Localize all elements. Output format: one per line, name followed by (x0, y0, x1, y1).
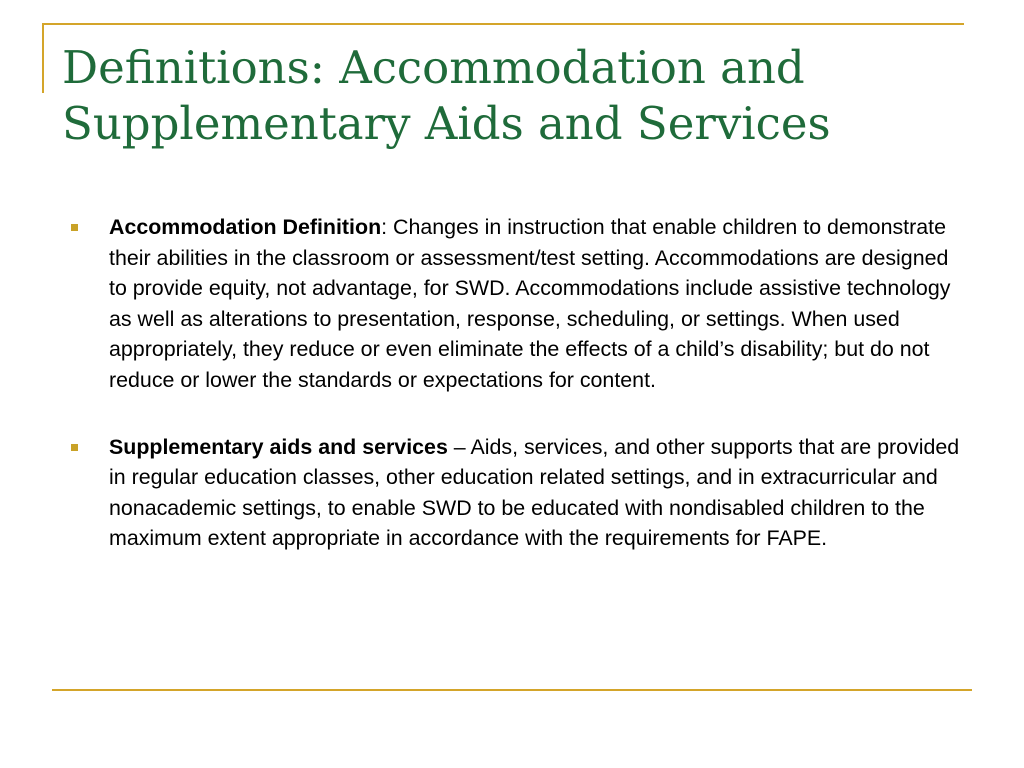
slide-title-line-2: Supplementary Aids and Services (62, 97, 831, 150)
slide-title (62, 40, 962, 152)
bullet-accommodation-definition (70, 212, 970, 396)
bullet-separator: : (381, 215, 394, 239)
bullet-term: Accommodation Definition (109, 215, 382, 239)
bullet-term: Supplementary aids and services (109, 434, 448, 459)
top-border-rule (42, 23, 964, 25)
left-border-rule (42, 23, 44, 93)
bullet-text: Changes in instruction that enable children to demonstrate their abilities in the classroom or assessment/test setting. Accommodations are designed to provide equity, not advantage, for SWD. Accommodations include assistive technology as well as alterations to presentation, response, scheduling, or settings. When used appropriately, they reduce or even eliminate the effects of a child’s disability; but do not reduce or lower the standards or expectations for content. (109, 215, 951, 392)
bullet-text: Aids, services, and other supports that are provided in regular education classes, other education related settings, and in extracurricular and nonacademic settings, to enable SWD to be educated with nondisabled children to the maximum extent appropriate in accordance with the requirements for FAPE. (109, 434, 960, 551)
bullet-supplementary-aids (70, 432, 970, 554)
square-bullet-icon (71, 224, 78, 231)
bullet-list (70, 212, 970, 554)
bullet-separator: – (447, 434, 471, 459)
bottom-border-rule (52, 689, 972, 691)
square-bullet-icon (71, 444, 78, 451)
slide-title-line-1: Definitions: Accommodation and (62, 41, 805, 94)
